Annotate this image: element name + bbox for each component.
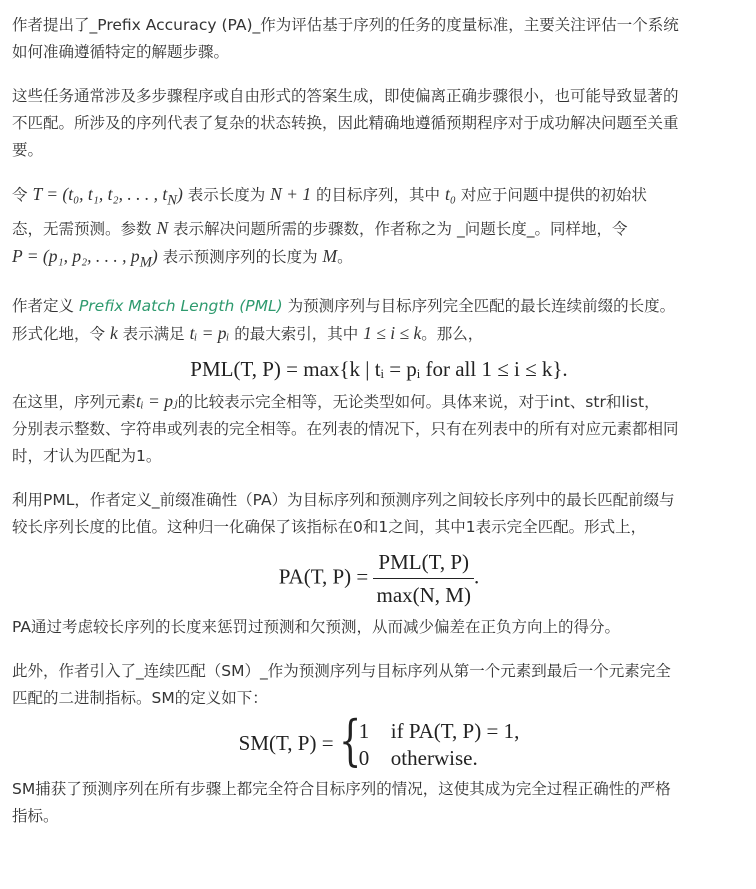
math-run: ) (151, 245, 158, 266)
text-run: 的最大索引，其中 (229, 325, 364, 343)
left-brace-icon: { (338, 709, 362, 772)
fraction-numerator: PML(T, P) (373, 549, 473, 579)
highlighted-term: Prefix Match Length (PML) (78, 297, 283, 315)
equation-lhs: SM(T, P) = (238, 730, 339, 755)
text-run: 表示长度为 (182, 186, 271, 204)
equation-cases (338, 709, 520, 772)
paragraph-sm-remark (12, 776, 746, 830)
math-steps: N (156, 217, 169, 238)
text-line (12, 320, 746, 348)
text-run: 的比较表示完全相等，无论类型如何。具体来说，对于int、str和list， (177, 393, 660, 411)
text-run: 表示解决问题所需的步骤数，作者称之为 _问题长度_。同样地，令 (168, 219, 628, 238)
text-run: 。 (337, 247, 353, 266)
case-condition: otherwise. (390, 746, 478, 770)
text-line: 时，才认为匹配为1。 (12, 447, 162, 465)
text-line: 要。 (12, 141, 44, 159)
math-predicted-sequence (12, 245, 158, 270)
paragraph-intro (12, 12, 746, 66)
math-run: P = (p₁, p₂, . . . , p (12, 245, 140, 266)
text-line (12, 215, 746, 243)
case-value: 0 (358, 746, 370, 770)
text-line: 指标。 (12, 807, 59, 825)
text-run: 态，无需预测。参数 (12, 219, 157, 238)
text-line (12, 243, 746, 277)
math-index: k (109, 323, 118, 343)
text-line: 匹配的二进制指标。SM的定义如下： (12, 689, 268, 707)
equation-sm (12, 709, 746, 772)
paragraph-notation (12, 181, 746, 276)
text-run: 对应于问题中提供的初始状 (455, 186, 647, 204)
text-line (12, 293, 746, 320)
paragraph-comparison (12, 388, 746, 470)
math-subscript: M (139, 254, 152, 270)
text-line: PA通过考虑较长序列的长度来惩罚过预测和欠预测，从而减少偏差在正负方向上的得分。 (12, 618, 620, 636)
paragraph-pa-definition (12, 487, 746, 541)
text-run: 为预测序列与目标序列完全匹配的最长连续前缀的长度。 (282, 297, 676, 315)
text-run: 作者定义 (12, 297, 79, 315)
text-line: 分别表示整数、字符串或列表的完全相等。在列表的情况下，只有在列表中的所有对应元素都相同 (12, 420, 679, 438)
text-run: 。那么， (421, 325, 484, 343)
text-line: 不匹配。所涉及的序列代表了复杂的状态转换，因此精确地遵循预期程序对于成功解决问题至关重 (12, 114, 679, 132)
text-line (12, 388, 746, 416)
fraction-denominator: max(N, M) (376, 583, 471, 607)
equation-fraction (373, 549, 473, 608)
text-line: 此外，作者引入了_连续匹配（SM）_作为预测序列与目标序列从第一个元素到最后一个元素完全 (12, 662, 671, 680)
equation-text: PML(T, P) = max{k | tᵢ = pᵢ for all 1 ≤ i ≤ k}. (190, 357, 568, 381)
text-line: 作者提出了_Prefix Accuracy (PA)_作为评估基于序列的任务的度量标准，主要关注评估一个系统 (12, 16, 679, 34)
text-line: 如何准确遵循特定的解题步骤。 (12, 43, 230, 61)
text-run: 的目标序列，其中 (311, 186, 445, 204)
math-length: N + 1 (270, 184, 312, 204)
paragraph-pml-definition (12, 293, 746, 348)
math-run: ) (176, 184, 183, 204)
text-run: 形式化地，令 (12, 325, 110, 343)
paragraph-sm-definition (12, 658, 746, 712)
case-condition: if PA(T, P) = 1, (390, 719, 520, 743)
equation-lhs: PA(T, P) = (278, 564, 374, 589)
text-run: 表示满足 (117, 325, 190, 343)
math-subscript: N (167, 192, 177, 209)
equation-pa (12, 549, 746, 608)
text-line: 较长序列长度的比值。这种归一化确保了该指标在0和1之间，其中1表示完全匹配。形式上， (12, 518, 647, 536)
math-condition: tᵢ = pᵢ (189, 323, 230, 343)
math-run: T = (t₀, t₁, t₂, . . . , t (32, 184, 168, 204)
paragraph-pa-remark (12, 614, 746, 641)
text-run: 表示预测序列的长度为 (157, 247, 323, 266)
text-line: 利用PML，作者定义_前缀准确性（PA）为目标序列和预测序列之间较长序列中的最长匹配前缀与 (12, 491, 675, 509)
text-run: 在这里，序列元素 (12, 393, 137, 411)
math-target-sequence (32, 184, 183, 209)
equation-pml (12, 354, 746, 384)
case-row (359, 718, 520, 745)
math-predicted-length: M (322, 245, 338, 266)
math-equality: tᵢ = pⱼ (136, 391, 178, 411)
text-line: 这些任务通常涉及多步骤程序或自由形式的答案生成，即使偏离正确步骤很小，也可能导致显著的 (12, 87, 679, 105)
equation-end: . (473, 564, 480, 589)
text-line: SM捕获了预测序列在所有步骤上都完全符合目标序列的情况，这使其成为完全过程正确性的严格 (12, 780, 671, 798)
math-range: 1 ≤ i ≤ k (363, 323, 422, 343)
case-row (359, 745, 520, 772)
paragraph-motivation (12, 83, 746, 164)
case-value: 1 (358, 719, 370, 743)
math-initial-state: t₀ (444, 184, 456, 204)
text-line (12, 181, 746, 215)
text-run: 令 (12, 186, 33, 204)
